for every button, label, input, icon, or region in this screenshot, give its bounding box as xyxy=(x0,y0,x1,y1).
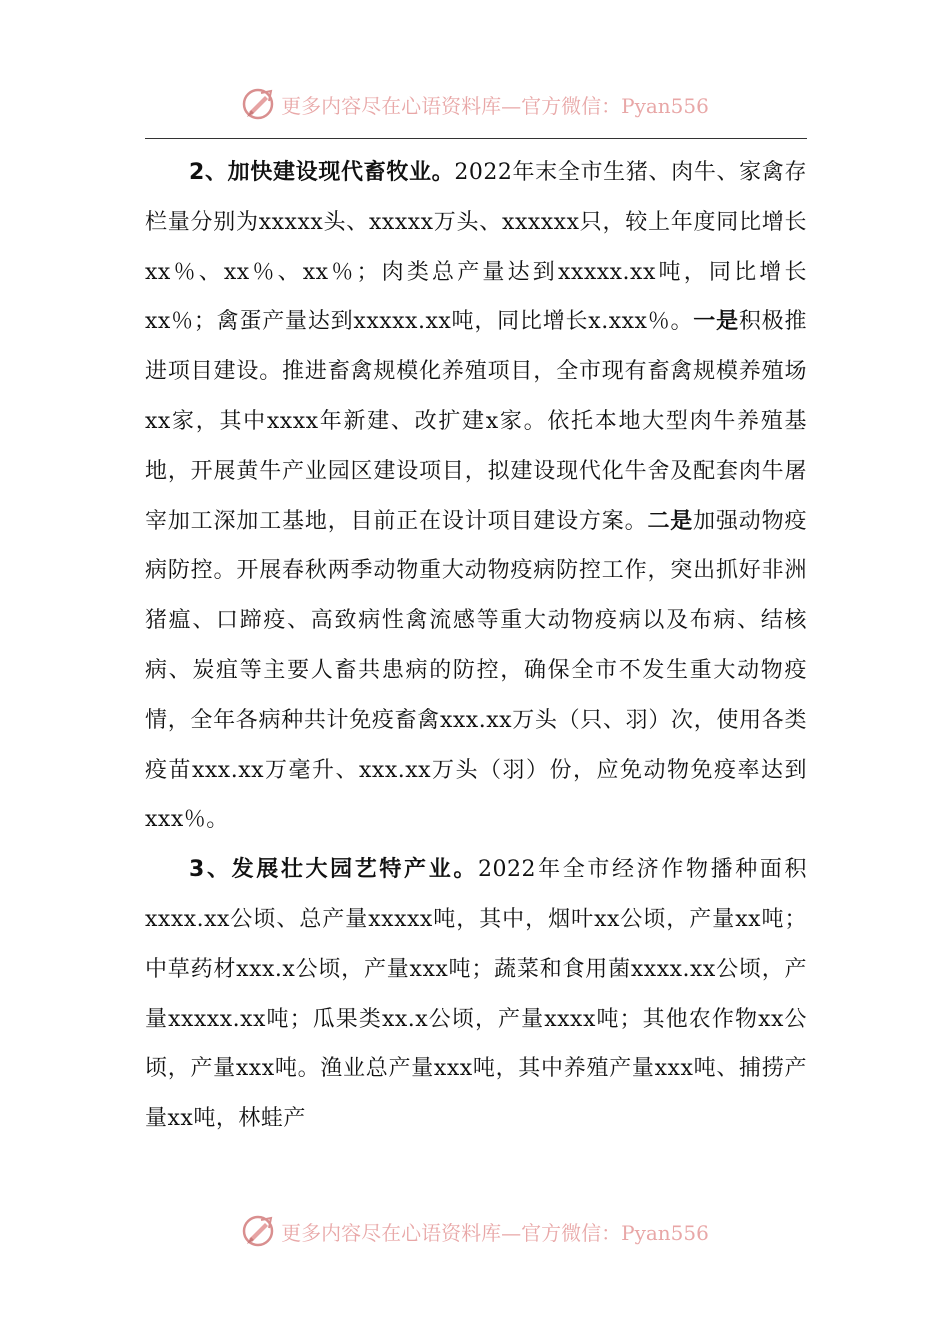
header-divider xyxy=(145,138,807,139)
document-body xyxy=(145,148,807,1144)
section-heading-horticulture: 3、发展壮大园艺特产业。 xyxy=(189,857,478,883)
quill-logo-icon xyxy=(241,1214,275,1248)
paragraph-text: 2022年全市经济作物播种面积xxxx.xx公顷、总产量xxxxx吨，其中，烟叶xx公顷，产量xx吨；中草药材xxx.x公顷，产量xxx吨；蔬菜和食用菌xxxx.xx公顷，产量xxxxx.xx吨；瓜果类xx.x公顷，产量xxxx吨；其他农作物xx公顷，产量xxx吨。渔业总产量xxx吨，其中养殖产量xxx吨、捕捞产量xx吨，林蛙产 xyxy=(145,857,807,1132)
lead-first: 一是 xyxy=(693,309,739,335)
watermark-text-bottom: 更多内容尽在心语资料库—官方微信：Pyan556 xyxy=(281,1220,709,1245)
paragraph-text: 加强动物疫病防控。开展春秋两季动物重大动物疫病防控工作，突出抓好非洲猪瘟、口蹄疫、高致病性禽流感等重大动物疫病以及布病、结核病、炭疽等主要人畜共患病的防控，确保全市不发生重大动物疫情，全年各病种共计免疫畜禽xxx.xx万头（只、羽）次，使用各类疫苗xxx.xx万毫升、xxx.xx万头（羽）份，应免动物免疫率达到xxx％。 xyxy=(145,508,807,833)
lead-second: 二是 xyxy=(647,508,694,534)
quill-logo-icon xyxy=(241,87,275,121)
paragraph-animal-husbandry xyxy=(145,148,807,845)
watermark-banner-bottom xyxy=(0,1211,950,1251)
watermark-banner-top xyxy=(0,84,950,124)
watermark-text-top: 更多内容尽在心语资料库—官方微信：Pyan556 xyxy=(281,93,709,118)
paragraph-text: 2022年末全市生猪、肉牛、家禽存栏量分别为xxxxx头、xxxxx万头、xxxxxx只，较上年度同比增长xx％、xx％、xx％；肉类总产量达到xxxxx.xx吨，同比增长xx％；禽蛋产量达到xxxxx.xx吨，同比增长x.xxx％。 xyxy=(145,160,807,335)
paragraph-text: 积极推进项目建设。推进畜禽规模化养殖项目，全市现有畜禽规模养殖场xx家，其中xxxx年新建、改扩建x家。依托本地大型肉牛养殖基地，开展黄牛产业园区建设项目，拟建设现代化牛舍及配套肉牛屠宰加工深加工基地，目前正在设计项目建设方案。 xyxy=(145,309,807,534)
section-heading-animal-husbandry: 2、加快建设现代畜牧业。 xyxy=(189,160,455,185)
paragraph-horticulture xyxy=(145,845,807,1144)
